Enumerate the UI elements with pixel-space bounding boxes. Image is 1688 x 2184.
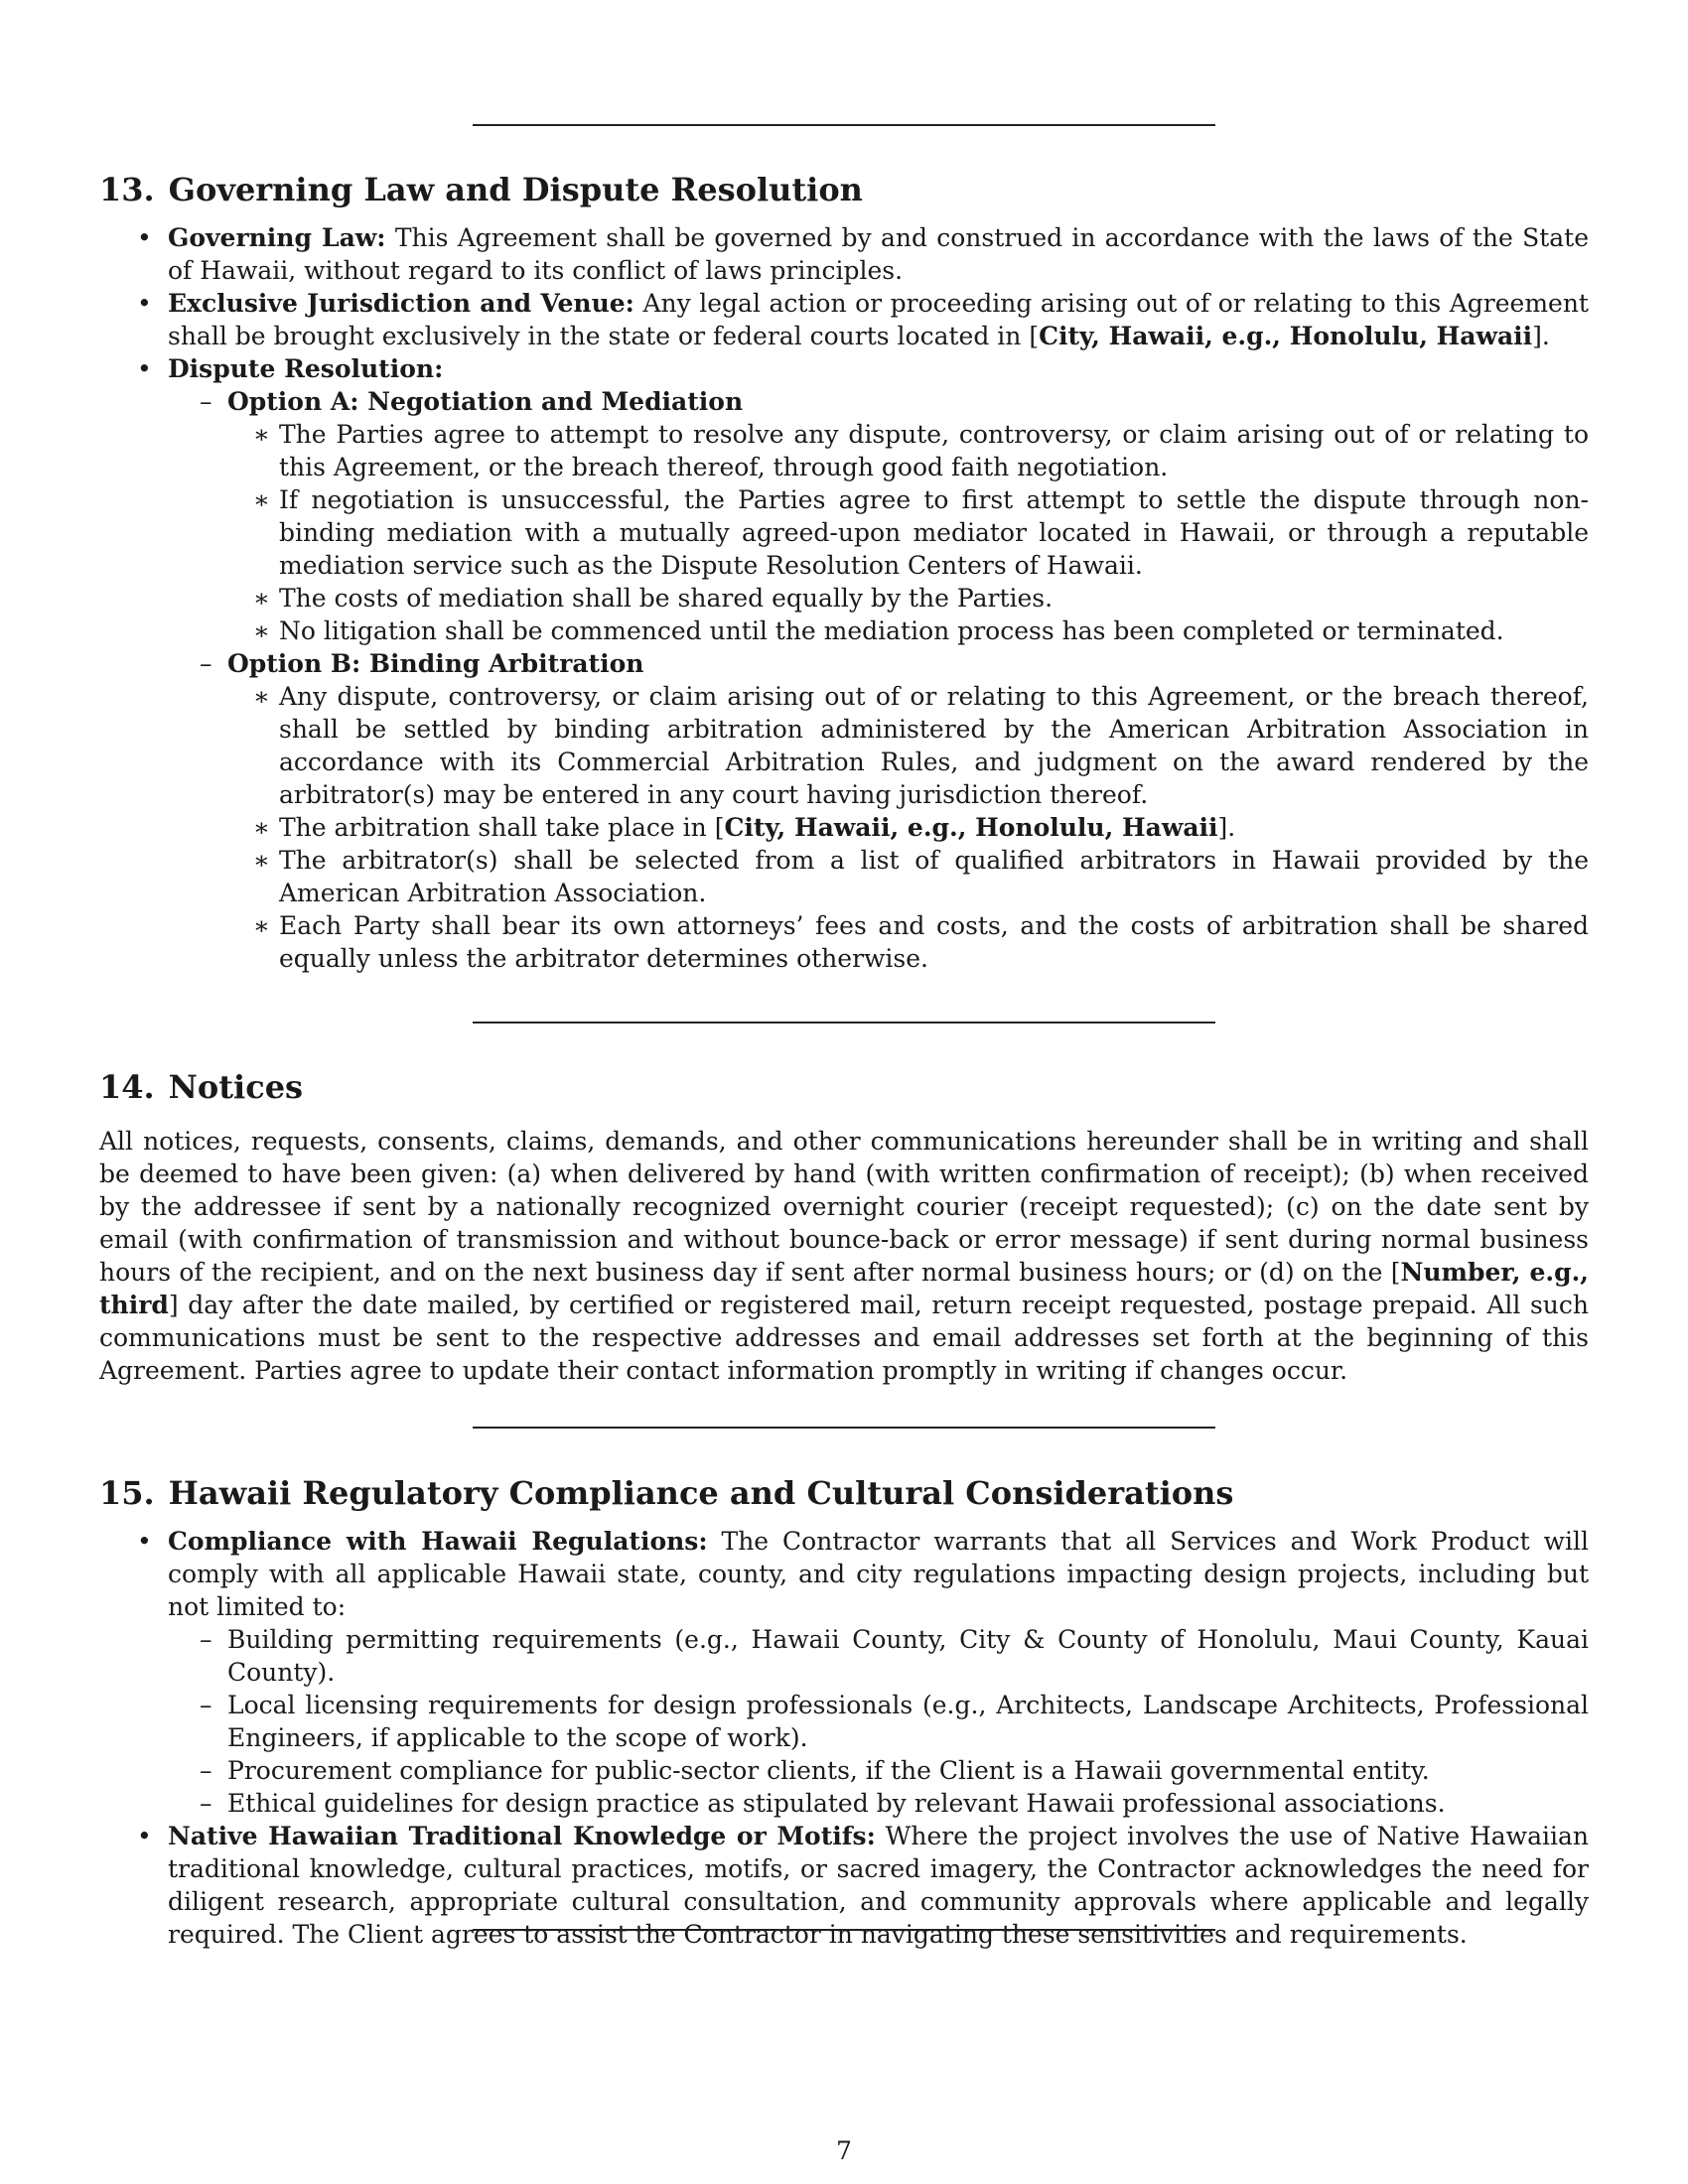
sub-list	[168, 385, 1589, 975]
list-item: ∗ The arbitration shall take place in [City, Hawaii, e.g., Honolulu, Hawaii].	[227, 811, 1589, 844]
section-title: Governing Law and Dispute Resolution	[168, 171, 863, 208]
list-item: ∗ If negotiation is unsuccessful, the Parties agree to first attempt to settle the dispute through non-binding mediation with a mutually agreed-upon mediator located in Hawaii, or through a reputable mediation service such as the Dispute Resolution Centers of Hawaii.	[227, 483, 1589, 582]
section-15	[99, 1473, 1589, 1951]
horizontal-rule	[473, 1929, 1215, 1931]
item-label: Dispute Resolution:	[168, 354, 444, 383]
section-number: 14.	[99, 1068, 155, 1106]
item-text: The arbitration shall take place in	[279, 813, 707, 842]
list-item: ∗ The costs of mediation shall be shared equally by the Parties.	[227, 582, 1589, 614]
placeholder-text: City, Hawaii, e.g., Honolulu, Hawaii	[1039, 322, 1533, 350]
item-text: Where the project involves the use of Native Hawaiian traditional knowledge, cultural practices, motifs, or sacred imagery, the Contractor acknowledges the need for diligent research, appropriate cultural consultation, and community approvals where applicable and legally required. The Client agrees to assist the Contractor in navigating these sensitivities and requirements.	[168, 1822, 1589, 1949]
section-heading	[99, 1473, 1589, 1513]
item-label: Exclusive Jurisdiction and Venue:	[168, 289, 634, 318]
paragraph-text: day after the date mailed, by certified or registered mail, return receipt requested, postage prepaid. All such communications must be sent to the respective addresses and email addresses set forth at the beginning of this Agreement. Parties agree to update their contact information promptly in writing if changes occur.	[99, 1291, 1590, 1385]
sub-list-item	[168, 647, 1589, 975]
item-label: Governing Law:	[168, 223, 386, 252]
item-label: Native Hawaiian Traditional Knowledge or Motifs:	[168, 1822, 876, 1850]
list-item: ∗ Any dispute, controversy, or claim arising out of or relating to this Agreement, or the breach thereof, shall be settled by binding arbitration administered by the American Arbitration Association in accordance with its Commercial Arbitration Rules, and judgment on the award rendered by the arbitrator(s) may be entered in any court having jurisdiction thereof.	[227, 680, 1589, 811]
horizontal-rule	[473, 1022, 1215, 1024]
section-number: 15.	[99, 1474, 155, 1512]
sub-list	[168, 1623, 1589, 1820]
sub-list-item	[168, 385, 1589, 647]
section-heading	[99, 1067, 1589, 1107]
list-item: ∗ No litigation shall be commenced until the mediation process has been completed or terminated.	[227, 614, 1589, 647]
sub-list-item: – Building permitting requirements (e.g., Hawaii County, City & County of Honolulu, Maui County, Kauai County).	[168, 1623, 1589, 1689]
horizontal-rule	[473, 124, 1215, 126]
placeholder-text: Number, e.g., third	[99, 1258, 1590, 1319]
sub-list-item: – Ethical guidelines for design practice as stipulated by relevant Hawaii professional associations.	[168, 1787, 1589, 1820]
item-label: Compliance with Hawaii Regulations:	[168, 1527, 708, 1556]
bullet-list	[99, 221, 1589, 975]
notices-paragraph: All notices, requests, consents, claims, demands, and other communications hereunder shall be in writing and shall be deemed to have been given: (a) when delivered by hand (with written confirmation of receipt); (b) when received by the addressee if sent by a nationally recognized overnight courier (receipt requested); (c) on the date sent by email (with confirmation of transmission and without bounce-back or error message) if sent during normal business hours of the recipient, and on the next business day if sent after normal business hours; or (d) on the [Number, e.g., third] day after the date mailed, by certified or registered mail, return receipt requested, postage prepaid. All such communications must be sent to the respective addresses and email addresses set forth at the beginning of this Agreement. Parties agree to update their contact information promptly in writing if changes occur.	[99, 1127, 1590, 1385]
bullet-list	[99, 1525, 1589, 1951]
section-title: Hawaii Regulatory Compliance and Cultural Considerations	[168, 1474, 1234, 1512]
option-b-list	[227, 680, 1589, 975]
item-text: Any legal action or proceeding arising out of or relating to this Agreement shall be brought exclusively in the state or federal courts located in	[168, 289, 1589, 350]
list-item: ∗ The arbitrator(s) shall be selected from a list of qualified arbitrators in Hawaii provided by the American Arbitration Association.	[227, 844, 1589, 909]
list-item	[99, 1525, 1589, 1820]
placeholder-text: City, Hawaii, e.g., Honolulu, Hawaii	[724, 813, 1218, 842]
list-item	[99, 221, 1589, 287]
option-label: Option A: Negotiation and Mediation	[227, 387, 744, 416]
list-item: • Exclusive Jurisdiction and Venue: Any legal action or proceeding arising out of or relating to this Agreement shall be brought exclusively in the state or federal courts located in [City, Hawaii, e.g., Honolulu, Hawaii].	[99, 287, 1589, 352]
paragraph-text: All notices, requests, consents, claims, demands, and other communications hereunder shall be in writing and shall be deemed to have been given: (a) when delivered by hand (with written confirmation of receipt); (b) when received by the addressee if sent by a nationally recognized overnight courier (receipt requested); (c) on the date sent by email (with confirmation of transmission and without bounce-back or error message) if sent during normal business hours of the recipient, and on the next business day if sent after normal business hours; or (d) on the	[99, 1127, 1589, 1287]
section-title: Notices	[168, 1068, 304, 1106]
sub-list-item: – Local licensing requirements for design professionals (e.g., Architects, Landscape Architects, Professional Engineers, if applicable to the scope of work).	[168, 1689, 1589, 1754]
sub-list-item: – Procurement compliance for public-sector clients, if the Client is a Hawaii governmental entity.	[168, 1754, 1589, 1787]
list-item	[99, 1820, 1589, 1951]
horizontal-rule	[473, 1427, 1215, 1429]
section-13	[99, 170, 1589, 975]
item-text: This Agreement shall be governed by and construed in accordance with the laws of the State of Hawaii, without regard to its conflict of laws principles.	[168, 223, 1589, 285]
section-number: 13.	[99, 171, 155, 208]
option-label: Option B: Binding Arbitration	[227, 649, 644, 678]
option-a-list	[227, 418, 1589, 647]
page-number: 7	[836, 2136, 852, 2165]
section-14	[99, 1067, 1589, 1387]
list-item	[99, 352, 1589, 975]
list-item: ∗ Each Party shall bear its own attorneys’ fees and costs, and the costs of arbitration shall be shared equally unless the arbitrator determines otherwise.	[227, 909, 1589, 975]
item-text: The Contractor warrants that all Services and Work Product will comply with all applicable Hawaii state, county, and city regulations impacting design projects, including but not limited to:	[168, 1527, 1589, 1621]
section-heading	[99, 170, 1589, 209]
list-item: ∗ The Parties agree to attempt to resolve any dispute, controversy, or claim arising out of or relating to this Agreement, or the breach thereof, through good faith negotiation.	[227, 418, 1589, 483]
